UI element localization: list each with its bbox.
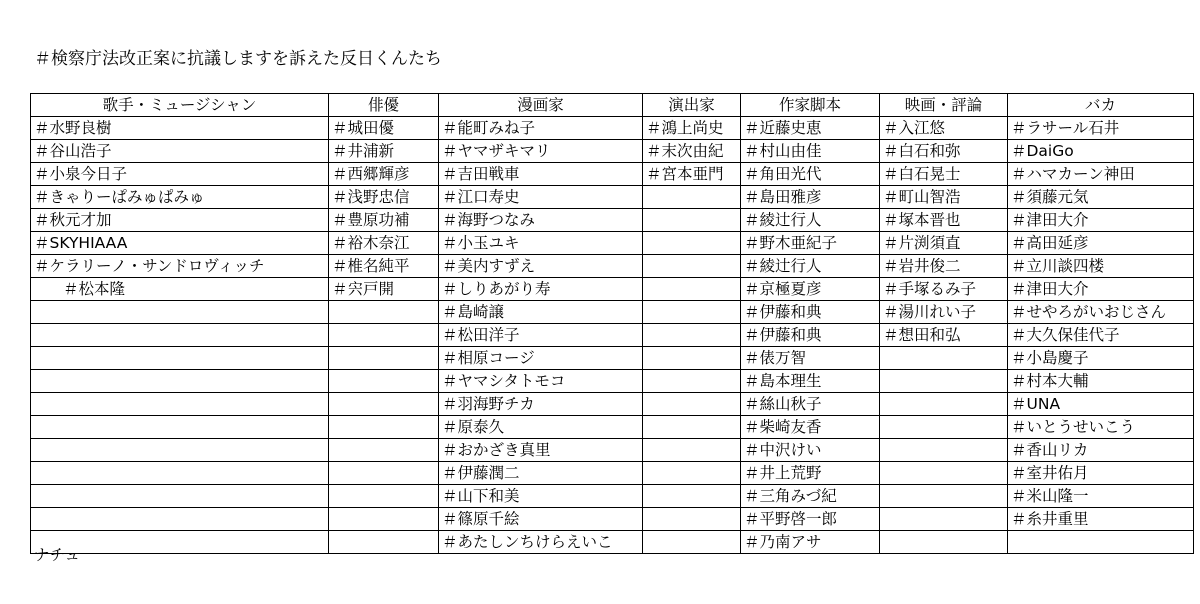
table-cell: ＃白石和弥 bbox=[880, 140, 1008, 163]
table-cell: ＃井浦新 bbox=[329, 140, 439, 163]
table-cell: ＃相原コージ bbox=[439, 347, 643, 370]
table-cell bbox=[880, 439, 1008, 462]
table-cell: ＃手塚るみ子 bbox=[880, 278, 1008, 301]
table-cell: ＃大久保佳代子 bbox=[1008, 324, 1194, 347]
table-cell bbox=[31, 485, 329, 508]
table-row bbox=[31, 531, 1194, 554]
table-row bbox=[31, 462, 1194, 485]
table-cell: ＃平野啓一郎 bbox=[741, 508, 880, 531]
table-cell bbox=[643, 255, 741, 278]
table-cell bbox=[31, 301, 329, 324]
table-cell: ＃西郷輝彦 bbox=[329, 163, 439, 186]
table-cell: ＃香山リカ bbox=[1008, 439, 1194, 462]
table-cell: ＃ヤマシタトモコ bbox=[439, 370, 643, 393]
table-cell: ＃村山由佳 bbox=[741, 140, 880, 163]
table-cell bbox=[643, 439, 741, 462]
table-row bbox=[31, 301, 1194, 324]
table-cell: ＃海野つなみ bbox=[439, 209, 643, 232]
column-header: バカ bbox=[1008, 94, 1194, 117]
table-cell bbox=[643, 370, 741, 393]
table-cell bbox=[329, 301, 439, 324]
column-header: 歌手・ミュージシャン bbox=[31, 94, 329, 117]
table-cell bbox=[643, 278, 741, 301]
table-cell bbox=[1008, 531, 1194, 554]
table-cell: ＃末次由紀 bbox=[643, 140, 741, 163]
table-row bbox=[31, 370, 1194, 393]
table-row bbox=[31, 140, 1194, 163]
table-cell: ＃綾辻行人 bbox=[741, 255, 880, 278]
table-cell: ＃小泉今日子 bbox=[31, 163, 329, 186]
table-cell bbox=[31, 393, 329, 416]
table-cell: ＃高田延彦 bbox=[1008, 232, 1194, 255]
table-cell bbox=[643, 393, 741, 416]
table-cell: ＃柴崎友香 bbox=[741, 416, 880, 439]
table-cell: ＃豊原功補 bbox=[329, 209, 439, 232]
table-cell bbox=[329, 508, 439, 531]
table-cell bbox=[880, 508, 1008, 531]
column-header: 映画・評論 bbox=[880, 94, 1008, 117]
table-cell: ＃DaiGo bbox=[1008, 140, 1194, 163]
table-cell: ＃吉田戦車 bbox=[439, 163, 643, 186]
table-cell: ＃宮本亜門 bbox=[643, 163, 741, 186]
table-cell bbox=[880, 485, 1008, 508]
table-cell: ＃津田大介 bbox=[1008, 209, 1194, 232]
table-cell bbox=[329, 324, 439, 347]
table-cell: ＃椎名純平 bbox=[329, 255, 439, 278]
table-cell: ＃おかざき真里 bbox=[439, 439, 643, 462]
table-cell: ＃綾辻行人 bbox=[741, 209, 880, 232]
table-cell: ＃村本大輔 bbox=[1008, 370, 1194, 393]
table-cell: ＃立川談四楼 bbox=[1008, 255, 1194, 278]
table-cell: ＃片渕須直 bbox=[880, 232, 1008, 255]
table-cell: ＃松田洋子 bbox=[439, 324, 643, 347]
table-row bbox=[31, 439, 1194, 462]
table-cell: ＃俵万智 bbox=[741, 347, 880, 370]
table-cell bbox=[329, 347, 439, 370]
table-cell bbox=[31, 324, 329, 347]
table-row bbox=[31, 232, 1194, 255]
table-cell: ＃UNA bbox=[1008, 393, 1194, 416]
table-cell: ＃ヤマザキマリ bbox=[439, 140, 643, 163]
table-cell bbox=[643, 508, 741, 531]
column-header: 演出家 bbox=[643, 94, 741, 117]
table-cell: ＃ハマカーン神田 bbox=[1008, 163, 1194, 186]
table-cell bbox=[880, 393, 1008, 416]
table-cell: ＃京極夏彦 bbox=[741, 278, 880, 301]
table-cell bbox=[31, 416, 329, 439]
table-cell: ＃三角みづ紀 bbox=[741, 485, 880, 508]
table-cell: ＃須藤元気 bbox=[1008, 186, 1194, 209]
table-cell: ＃美内すずえ bbox=[439, 255, 643, 278]
table-cell bbox=[329, 531, 439, 554]
table-cell: ＃小玉ユキ bbox=[439, 232, 643, 255]
table-cell: ＃水野良樹 bbox=[31, 117, 329, 140]
table-cell bbox=[329, 393, 439, 416]
names-table bbox=[30, 93, 1194, 554]
table-cell: ＃篠原千絵 bbox=[439, 508, 643, 531]
table-cell: ＃きゃりーぱみゅぱみゅ bbox=[31, 186, 329, 209]
table-row bbox=[31, 278, 1194, 301]
table-cell: ＃島本理生 bbox=[741, 370, 880, 393]
table-cell bbox=[31, 462, 329, 485]
footer-text: ナチュ bbox=[34, 546, 81, 564]
table-cell: ＃羽海野チカ bbox=[439, 393, 643, 416]
table-cell bbox=[31, 508, 329, 531]
table-cell: ＃角田光代 bbox=[741, 163, 880, 186]
table-cell bbox=[643, 416, 741, 439]
table-cell: ＃糸井重里 bbox=[1008, 508, 1194, 531]
table-cell bbox=[643, 301, 741, 324]
table-cell bbox=[643, 531, 741, 554]
table-cell: ＃秋元才加 bbox=[31, 209, 329, 232]
table-cell: ＃谷山浩子 bbox=[31, 140, 329, 163]
table-cell: ＃原泰久 bbox=[439, 416, 643, 439]
table-cell: ＃中沢けい bbox=[741, 439, 880, 462]
table-cell: ＃想田和弘 bbox=[880, 324, 1008, 347]
table-row bbox=[31, 117, 1194, 140]
table-cell bbox=[31, 439, 329, 462]
table-cell: ＃白石晃士 bbox=[880, 163, 1008, 186]
table-cell: ＃湯川れい子 bbox=[880, 301, 1008, 324]
table-cell bbox=[643, 462, 741, 485]
table-cell bbox=[643, 485, 741, 508]
table-cell: ＃岩井俊二 bbox=[880, 255, 1008, 278]
table-cell: ＃松本隆 bbox=[31, 278, 329, 301]
table-cell: ＃能町みね子 bbox=[439, 117, 643, 140]
column-header: 作家脚本 bbox=[741, 94, 880, 117]
table-cell bbox=[880, 462, 1008, 485]
table-cell: ＃SKYHIAAA bbox=[31, 232, 329, 255]
table-cell: ＃米山隆一 bbox=[1008, 485, 1194, 508]
table-cell bbox=[329, 462, 439, 485]
table-cell: ＃絲山秋子 bbox=[741, 393, 880, 416]
column-header: 漫画家 bbox=[439, 94, 643, 117]
table-cell: ＃入江悠 bbox=[880, 117, 1008, 140]
table-cell bbox=[880, 531, 1008, 554]
table-cell: ＃伊藤潤二 bbox=[439, 462, 643, 485]
table-cell bbox=[31, 370, 329, 393]
table-cell: ＃室井佑月 bbox=[1008, 462, 1194, 485]
table-cell: ＃ケラリーノ・サンドロヴィッチ bbox=[31, 255, 329, 278]
table-cell: ＃乃南アサ bbox=[741, 531, 880, 554]
table-cell bbox=[643, 232, 741, 255]
table-cell: ＃近藤史恵 bbox=[741, 117, 880, 140]
header-row bbox=[31, 94, 1194, 117]
table-row bbox=[31, 324, 1194, 347]
table-cell bbox=[880, 416, 1008, 439]
table-cell: ＃あたしンちけらえいこ bbox=[439, 531, 643, 554]
table-cell bbox=[880, 370, 1008, 393]
table-cell bbox=[880, 347, 1008, 370]
table-cell bbox=[643, 324, 741, 347]
table-cell: ＃小島慶子 bbox=[1008, 347, 1194, 370]
table-cell: ＃塚本晋也 bbox=[880, 209, 1008, 232]
table-cell: ＃浅野忠信 bbox=[329, 186, 439, 209]
table-row bbox=[31, 347, 1194, 370]
column-header: 俳優 bbox=[329, 94, 439, 117]
table-cell: ＃町山智浩 bbox=[880, 186, 1008, 209]
table-cell: ＃野木亜紀子 bbox=[741, 232, 880, 255]
table-cell: ＃いとうせいこう bbox=[1008, 416, 1194, 439]
table-cell bbox=[643, 186, 741, 209]
table-row bbox=[31, 508, 1194, 531]
table-row bbox=[31, 255, 1194, 278]
table-cell: ＃裕木奈江 bbox=[329, 232, 439, 255]
table-cell: ＃津田大介 bbox=[1008, 278, 1194, 301]
table-row bbox=[31, 416, 1194, 439]
table-row bbox=[31, 485, 1194, 508]
table-cell: ＃島田雅彦 bbox=[741, 186, 880, 209]
table-cell: ＃ラサール石井 bbox=[1008, 117, 1194, 140]
table-cell bbox=[329, 416, 439, 439]
table-cell bbox=[329, 439, 439, 462]
table-row bbox=[31, 186, 1194, 209]
table-cell: ＃城田優 bbox=[329, 117, 439, 140]
table-cell: ＃せやろがいおじさん bbox=[1008, 301, 1194, 324]
table-cell: ＃山下和美 bbox=[439, 485, 643, 508]
table-cell: ＃島崎譲 bbox=[439, 301, 643, 324]
table-cell: ＃伊藤和典 bbox=[741, 301, 880, 324]
page-title: ＃検察庁法改正案に抗議しますを訴えた反日くんたち bbox=[34, 49, 442, 69]
table-row bbox=[31, 209, 1194, 232]
table-cell: ＃しりあがり寿 bbox=[439, 278, 643, 301]
table-cell bbox=[31, 347, 329, 370]
table-cell bbox=[643, 209, 741, 232]
table-cell: ＃鴻上尚史 bbox=[643, 117, 741, 140]
table-row bbox=[31, 163, 1194, 186]
table-cell: ＃江口寿史 bbox=[439, 186, 643, 209]
table-row bbox=[31, 393, 1194, 416]
table-cell bbox=[329, 370, 439, 393]
table-cell bbox=[329, 485, 439, 508]
table-cell: ＃宍戸開 bbox=[329, 278, 439, 301]
table-cell bbox=[643, 347, 741, 370]
table-cell: ＃井上荒野 bbox=[741, 462, 880, 485]
table-cell: ＃伊藤和典 bbox=[741, 324, 880, 347]
